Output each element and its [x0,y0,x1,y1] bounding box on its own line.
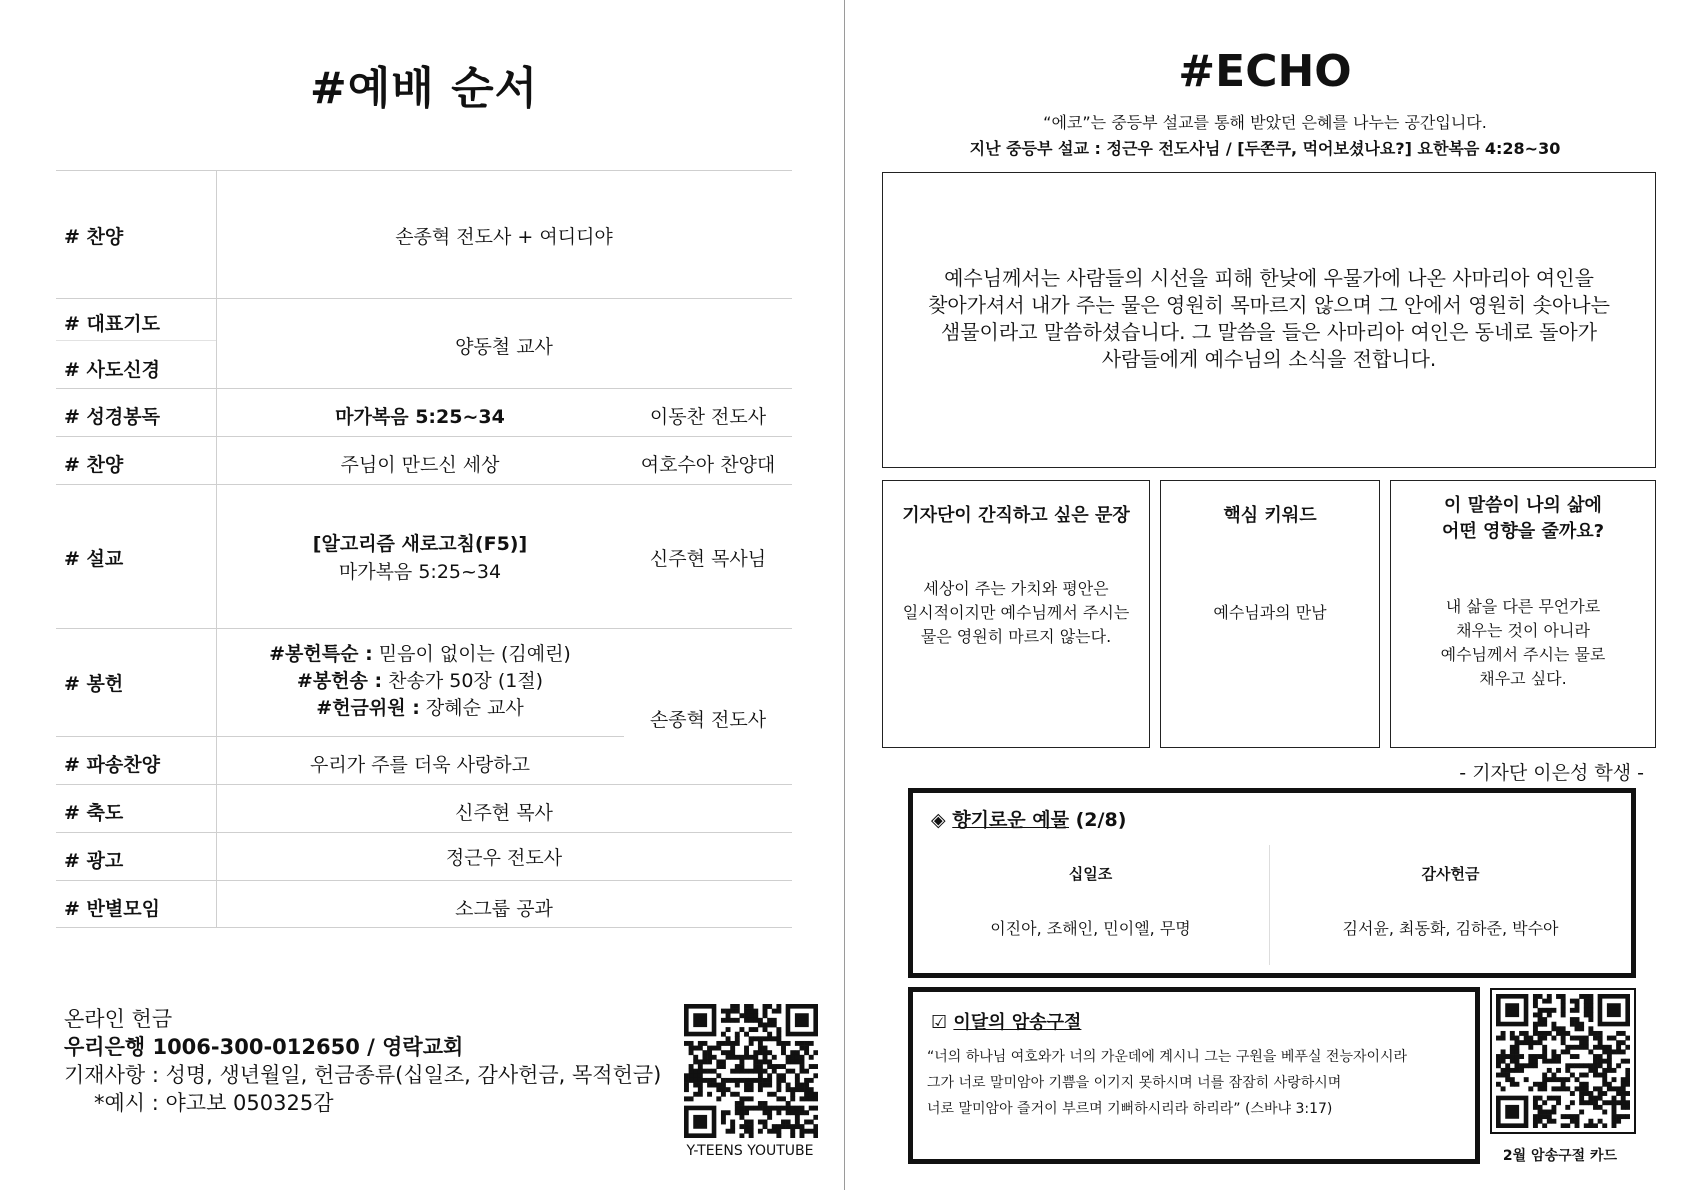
keyword-box [1160,480,1380,748]
row-label: # 축도 [64,802,124,824]
box-text-line: 물은 영원히 마르지 않는다. [920,627,1112,646]
box-text-line: 내 삶을 다른 무언가로 [1445,597,1601,616]
row-label: # 반별모임 [64,898,160,920]
row-label: # 찬양 [64,226,124,248]
box-text [893,577,1139,649]
offering-committee-value: 장혜순 교사 [419,697,524,719]
row-content: 소그룹 공과 [455,898,553,920]
online-offering-info [64,1005,661,1117]
row-content: 우리가 주를 더욱 사랑하고 [309,754,530,776]
table-row [56,388,792,436]
offering-special-label: #봉헌특순 : [269,643,373,665]
box-text-line: 채우는 것이 아니라 [1456,621,1590,640]
box-text-line: 세상이 주는 가치와 평안은 [923,579,1109,598]
youtube-qr-code-icon[interactable] [684,1004,818,1138]
box-text [1401,595,1645,691]
row-sub-divider [56,340,216,341]
table-row [56,170,792,298]
qr-caption: Y-TEENS YOUTUBE [686,1143,814,1159]
offering-song-label: #봉헌송 : [296,670,383,692]
memory-verse-title [931,1008,1081,1034]
thanks-column [1273,863,1628,939]
sermon-summary-box [882,172,1656,468]
table-row [56,628,792,736]
sermon-summary-text [903,265,1635,373]
last-sermon-info: 지난 중등부 설교 : 정근우 전도사님 / [두쫀쿠, 먹어보셨나요?] 요한복음 4:28~30 [969,139,1561,158]
diamond-icon: ◈ [931,809,946,831]
row-content: 신주현 목사 [455,802,553,824]
verse-line: “너의 하나님 여호와가 너의 가운데에 계시니 그는 구원을 베푸실 전능자이시라 [927,1049,1408,1065]
summary-line: 예수님께서는 사람들의 시선을 피해 한낮에 우물가에 나온 사마리아 여인을 [944,266,1594,290]
box-text [1171,601,1369,625]
summary-line: 찾아가셔서 내가 주는 물은 영원히 목마르지 않으며 그 안에서 영원히 솟아나는 [928,293,1610,317]
echo-title: #ECHO [1178,46,1352,97]
row-content: 손종혁 전도사 + 여디디야 [395,226,613,248]
box-title: 핵심 키워드 [1223,505,1317,526]
box-text-line: 채우고 싶다. [1479,669,1567,688]
row-content: 마가복음 5:25~34 [335,406,505,428]
row-label: # 대표기도 [64,313,160,335]
life-impact-box [1390,480,1656,748]
offering-givers-box [908,788,1636,978]
offering-example: *예시 : 야고보 050325감 [94,1091,334,1115]
offering-song-value: 찬송가 50장 (1절) [382,670,544,692]
thanks-names: 김서윤, 최동화, 김하준, 박수아 [1342,919,1559,938]
box-text-line: 예수님과의 만남 [1213,603,1327,622]
offering-details [216,641,624,722]
summary-line: 샘물이라고 말씀하셨습니다. 그 말씀을 들은 사마리아 여인은 동네로 돌아가 [940,320,1598,344]
row-content: 정근우 전도사 [445,847,563,869]
verse-card-qr-code-icon[interactable] [1490,988,1636,1134]
table-row [56,880,792,928]
table-row [56,736,624,784]
sermon-passage: 마가복음 5:25~34 [338,561,502,583]
echo-description: “에코”는 중등부 설교를 통해 받았던 은혜를 나누는 공간입니다. [1043,113,1487,132]
memory-verse-text [927,1044,1407,1122]
verse-line: 그가 너로 말미암아 기쁨을 이기지 못하시며 너를 잠잠히 사랑하시며 [927,1075,1342,1091]
box-title-line: 어떤 영향을 줄까요? [1441,521,1605,542]
box-title: 기자단이 간직하고 싶은 문장 [902,505,1130,526]
row-label: # 찬양 [64,454,124,476]
offering-committee-label: #헌금위원 : [316,697,420,719]
box-title [1391,493,1655,545]
memory-verse-heading: 이달의 암송구절 [953,1012,1082,1033]
row-person: 여호수아 찬양대 [640,454,776,476]
offering-special-value: 믿음이 없이는 (김예린) [372,643,571,665]
row-label: # 봉헌 [64,673,124,695]
online-offering-heading: 온라인 헌금 [64,1007,173,1031]
row-label: # 광고 [64,850,124,872]
table-row [56,784,792,832]
box-text-line: 일시적이지만 예수님께서 주시는 [902,603,1130,622]
box-title-line: 이 말씀이 나의 삶에 [1444,495,1602,516]
row-person: 이동찬 전도사 [649,406,767,428]
row-person: 신주현 목사님 [649,548,767,570]
row-label: # 사도신경 [64,359,160,381]
thanks-heading: 감사헌금 [1421,865,1480,883]
offering-givers-title [931,805,1126,832]
table-row [56,298,792,388]
summary-line: 사람들에게 예수님의 소식을 전합니다. [1101,347,1437,371]
tithe-names: 이진아, 조해인, 민이엘, 무명 [990,919,1191,938]
row-person: 손종혁 전도사 [649,709,767,731]
table-row [56,436,792,484]
reporter-credit: - 기자단 이은성 학생 - [1459,762,1644,784]
echo-intro [860,110,1670,162]
table-row [56,832,792,880]
tithe-column [913,863,1268,939]
worship-order-title: #예배 순서 [309,63,539,114]
memory-verse-box [908,987,1480,1164]
row-label: # 파송찬양 [64,754,160,776]
tithe-heading: 십일조 [1068,865,1113,883]
checkbox-icon: ☑ [931,1012,948,1033]
row-content: 주님이 만드신 세상 [340,454,500,476]
row-label: # 성경봉독 [64,406,160,428]
page-divider [844,0,845,1190]
offering-givers-heading: 향기로운 예물 [952,809,1069,831]
table-row [56,484,792,628]
bank-account[interactable]: 우리은행 1006-300-012650 / 영락교회 [64,1035,464,1059]
offering-fields: 기재사항 : 성명, 생년월일, 헌금종류(십일조, 감사헌금, 목적헌금) [64,1063,662,1087]
column-divider [1269,845,1270,965]
qr-caption: 2월 암송구절 카드 [1502,1148,1618,1164]
row-content: 양동철 교사 [455,336,553,358]
verse-line: 너로 말미암아 즐거이 부르며 기뻐하시리라 하리라” (스바냐 3:17) [927,1101,1333,1117]
memorable-sentence-box [882,480,1150,748]
offering-givers-date: (2/8) [1075,809,1127,831]
box-text-line: 예수님께서 주시는 물로 [1440,645,1606,664]
row-label: # 설교 [64,548,124,570]
sermon-title: [알고리즘 새로고침(F5)] [312,533,528,555]
